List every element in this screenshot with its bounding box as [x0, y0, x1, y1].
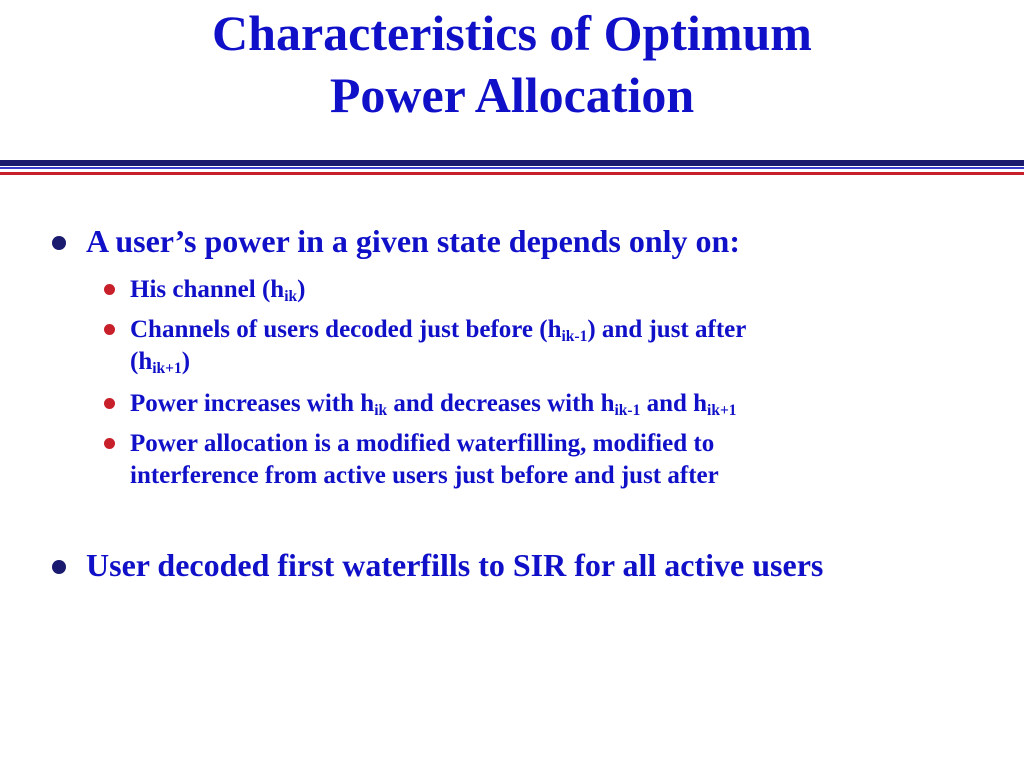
sub-bullet-dot-icon — [104, 284, 115, 295]
sub-bullet-power-increases: Power increases with $h_{ik}$ and decreases with $h_{ik-1}$ and $h_{ik+1}$ — [130, 390, 737, 419]
bullet-dot-icon — [52, 560, 66, 574]
sub-bullet-dot-icon — [104, 324, 115, 335]
sub-bullet-dot-icon — [104, 438, 115, 449]
title-line-1: Characteristics of Optimum — [212, 5, 812, 61]
sub-bullet-his-channel: His channel $(h_{ik})$ — [130, 276, 306, 305]
title-line-2: Power Allocation — [329, 67, 695, 123]
bullet-power-depends: A user’s power in a given state depends only on: — [86, 223, 740, 259]
sub-bullet-neighbor-channels: Channels of users decoded just before $(h_{ik-1})$ and just after $(h_{ik+1})$ — [130, 316, 747, 377]
bullet-first-decoded: User decoded first waterfills to SIR for all active users — [86, 547, 824, 583]
sub-bullet-waterfilling: Power allocation is a modified waterfilling, modified to interference from active users just before and just after — [130, 430, 719, 489]
bullet-dot-icon — [52, 236, 66, 250]
sub-bullet-dot-icon — [104, 398, 115, 409]
